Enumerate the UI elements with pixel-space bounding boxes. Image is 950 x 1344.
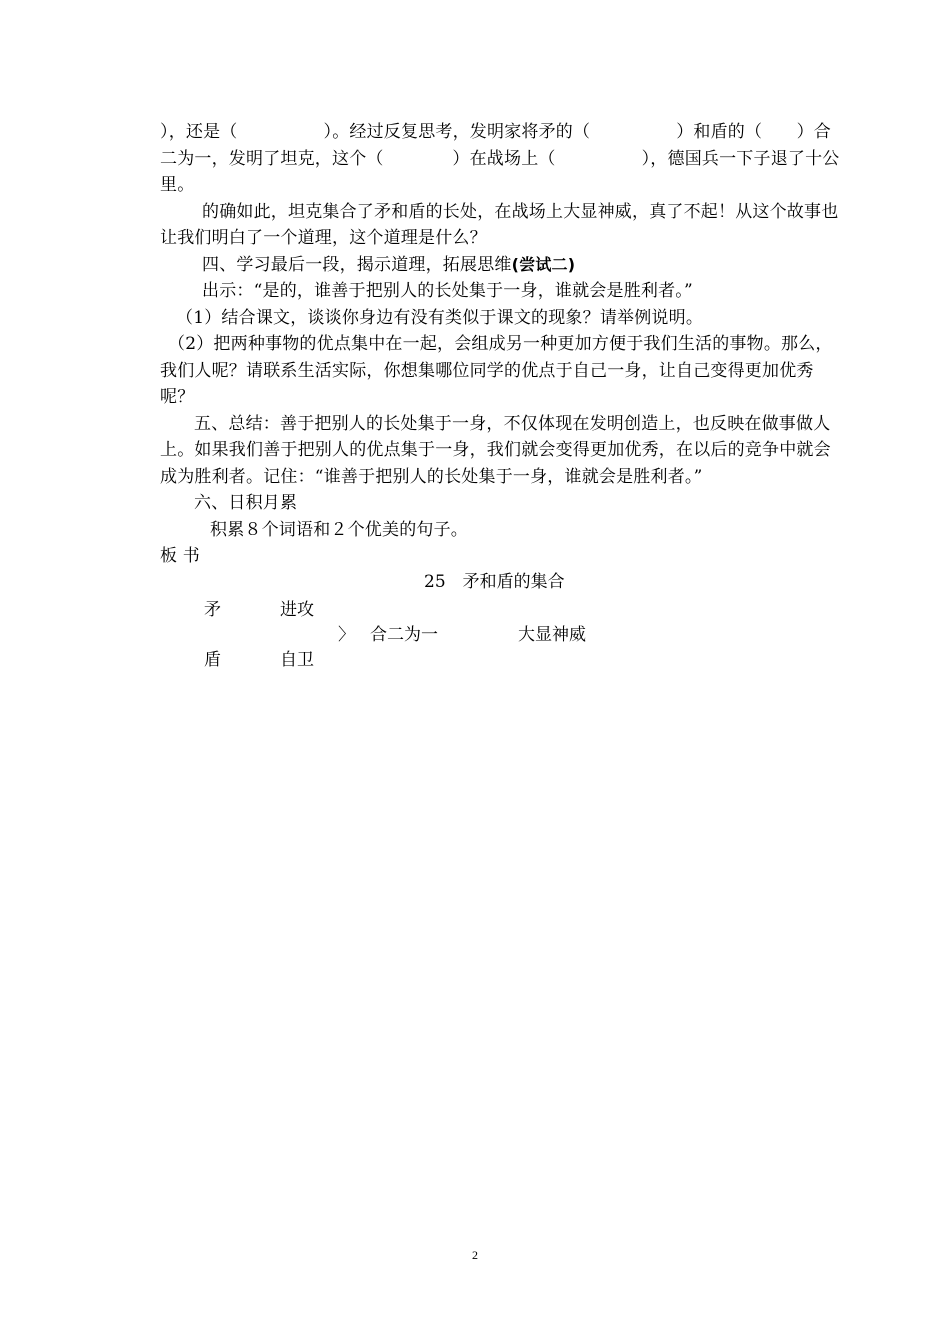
question-1: （1）结合课文，谈谈你身边有没有类似于课文的现象？请举例说明。 <box>176 307 704 328</box>
section-4-tag: (尝试二) <box>511 254 576 274</box>
board-power: 大显神威 <box>518 625 586 645</box>
board-attack: 进攻 <box>280 600 314 620</box>
page-number: 2 <box>472 1248 478 1262</box>
section-4-heading <box>160 252 840 279</box>
question-2: （2）把两种事物的优点集中在一起，会组成另一种更加方便于我们生活的事物。那么，我们人呢？请联系生活实际，你想集哪位同学的优点于自己一身，让自己变得更加优秀呢？ <box>160 334 833 407</box>
paragraph-conclusion: 的确如此，坦克集合了矛和盾的长处，在战场上大显神威，真了不起！从这个故事也让我们明白了一个道理，这个道理是什么？ <box>160 201 839 248</box>
body-text <box>160 119 840 570</box>
section-6-task: 积累８个词语和２个优美的句子。 <box>210 519 468 540</box>
board-heading: 板 书 <box>160 546 201 566</box>
board-defend: 自卫 <box>280 650 314 670</box>
board-bracket: 〉 <box>338 625 355 645</box>
blackboard-layout <box>160 567 840 677</box>
board-shield: 盾 <box>204 650 221 670</box>
section-5-summary: 五、总结：善于把别人的长处集于一身，不仅体现在发明创造上，也反映在做事做人上。如果我们善于把别人的优点集于一身，我们就会变得更加优秀，在以后的竞争中就会成为胜利者。记住：“谁善于把别人的长处集于一身，谁就会是胜利者。” <box>160 413 831 487</box>
section-6-heading: 六、日积月累 <box>194 493 298 513</box>
section-4-title: 四、学习最后一段，揭示道理，拓展思维 <box>202 254 512 275</box>
paragraph-fill-blanks: ），还是（ ）。经过反复思考，发明家将矛的（ ）和盾的（ ）合二为一，发明了坦克，这个（ ）在战场上（ ），德国兵一下子退了十公里。 <box>160 122 840 195</box>
board-title: 25 矛和盾的集合 <box>424 572 565 592</box>
board-combine: 合二为一 <box>370 625 438 645</box>
board-spear: 矛 <box>204 600 221 620</box>
paragraph-show-quote: 出示：“是的，谁善于把别人的长处集于一身，谁就会是胜利者。” <box>202 281 693 301</box>
